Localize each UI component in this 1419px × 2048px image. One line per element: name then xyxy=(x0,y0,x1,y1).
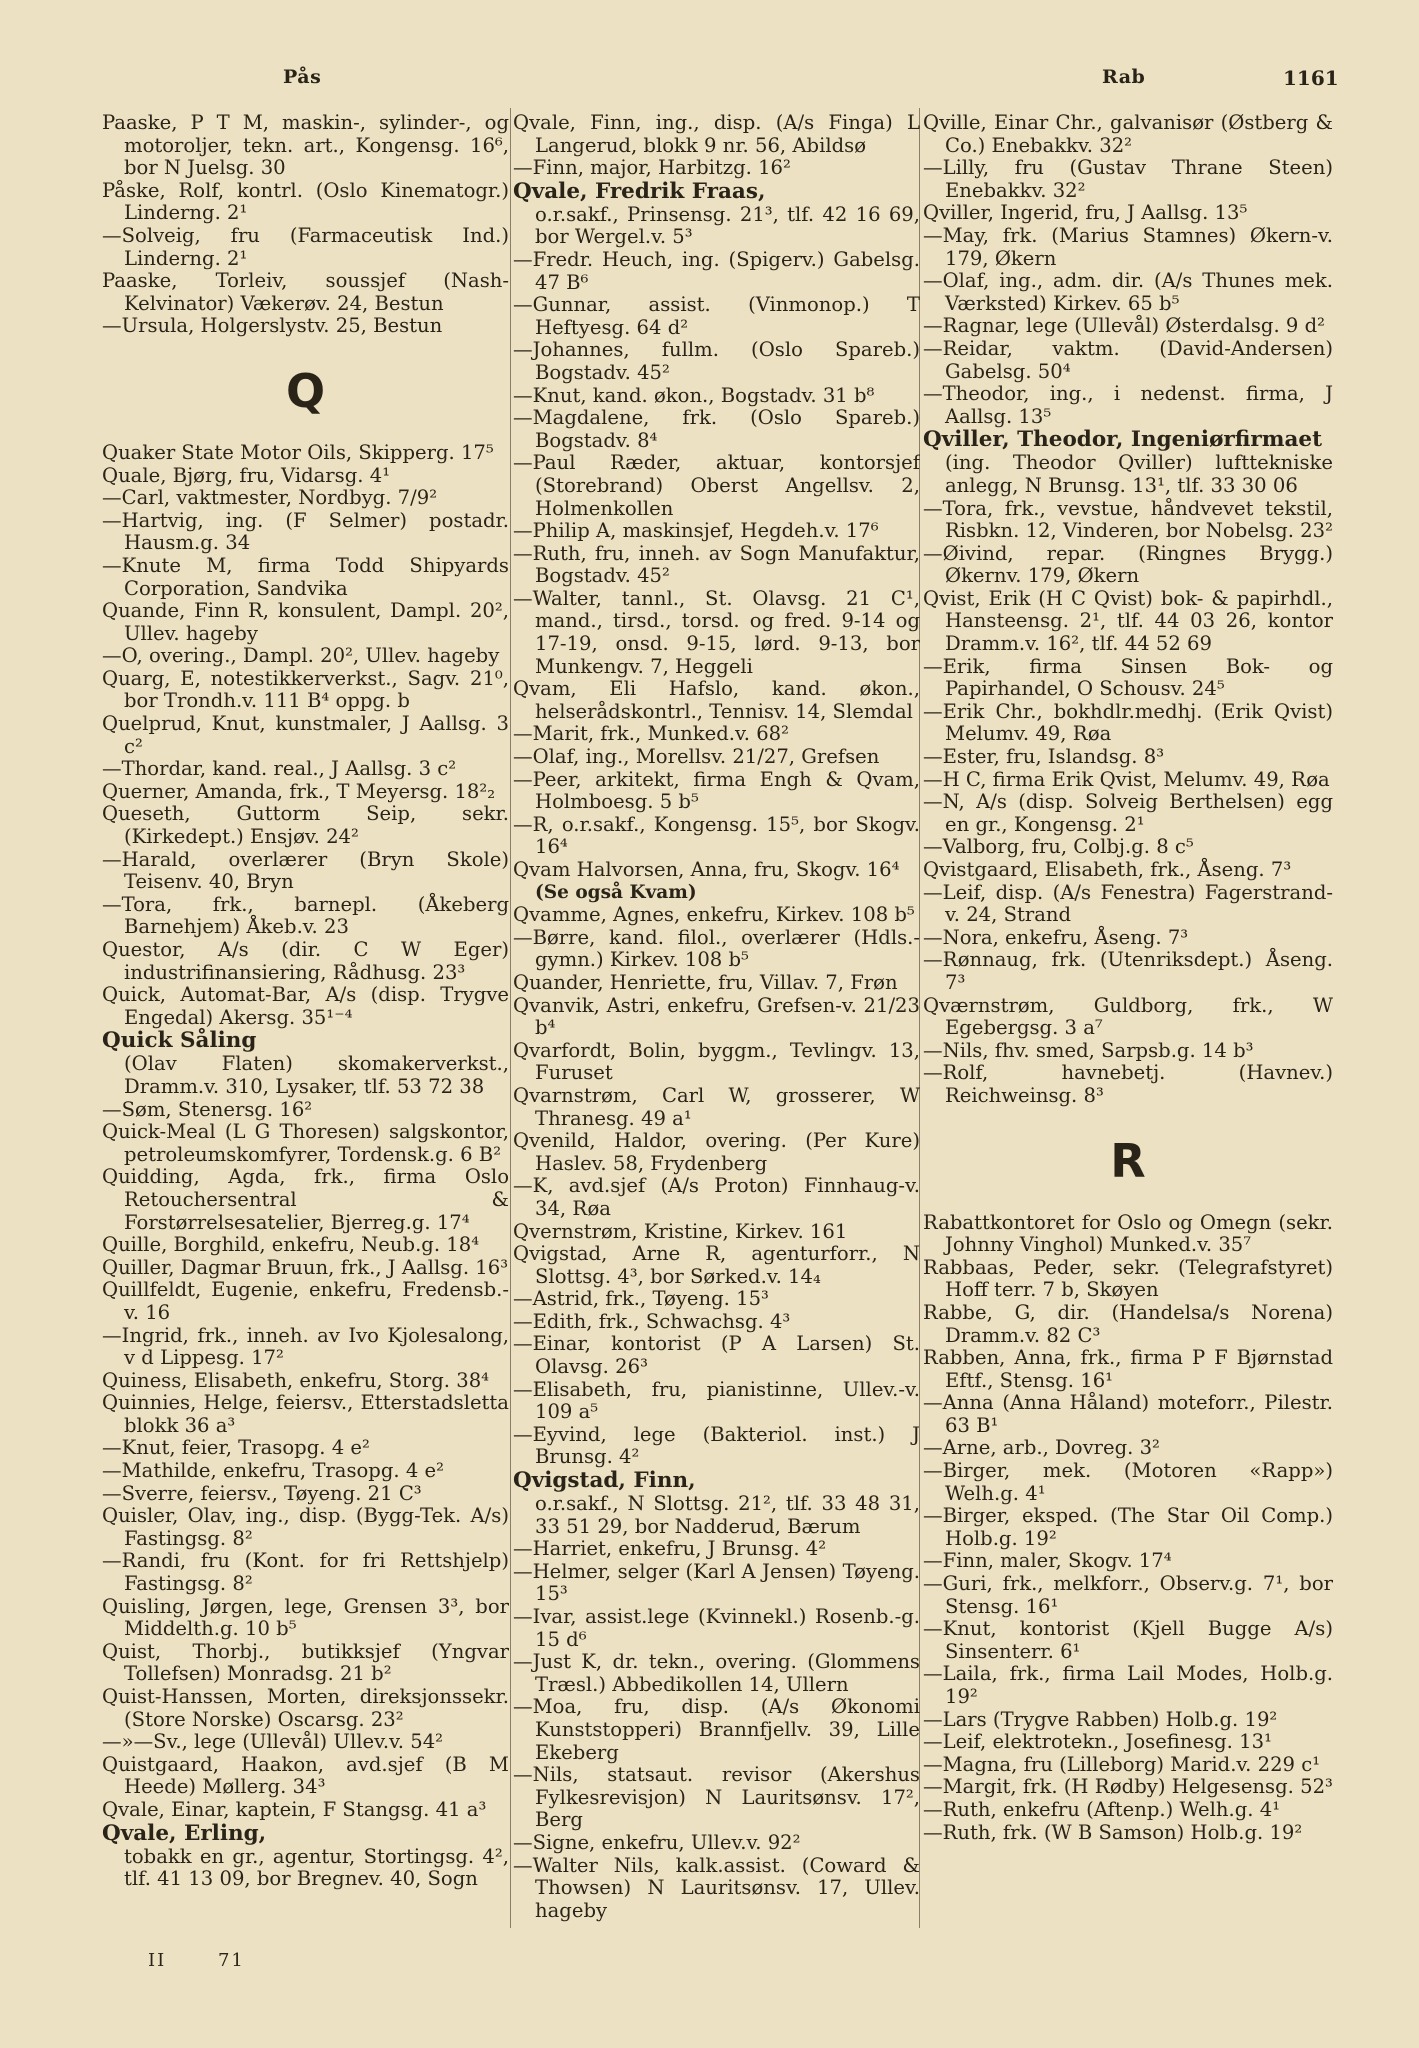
directory-entry: Quander, Henriette, fru, Villav. 7, Frøn xyxy=(513,970,898,994)
directory-entry: —Leif, elektrotekn., Josefinesg. 13¹ xyxy=(923,1730,1272,1754)
directory-entry: —Mathilde, enkefru, Trasopg. 4 e² xyxy=(102,1459,444,1483)
directory-entry: Rabben, Anna, frk., firma P F Bjørnstad Eftf., Stensg. 16¹ xyxy=(923,1346,1333,1392)
directory-entry: Quillfeldt, Eugenie, enkefru, Fredensb.-v. 16 xyxy=(102,1278,509,1324)
directory-entry: —Søm, Stenersg. 16² xyxy=(102,1097,313,1121)
directory-entry: —Ruth, fru, inneh. av Sogn Manufaktur, Bogstadv. 45² xyxy=(513,541,920,588)
directory-entry: Qviller, Ingerid, fru, J Aallsg. 13⁵ xyxy=(923,201,1248,225)
directory-entry: Quick-Meal (L G Thoresen) salgskontor, petroleumskomfyrer, Tordensk.g. 6 B² xyxy=(102,1120,509,1166)
directory-entry: —Knute M, firma Todd Shipyards Corporation, Sandvika xyxy=(102,553,509,600)
footer-signature: II xyxy=(148,1950,167,1971)
directory-entry: Qvigstad, Arne R, agenturforr., N Slottsg. 4³, bor Sørked.v. 14₄ xyxy=(513,1242,920,1288)
directory-entry: —Birger, eksped. (The Star Oil Comp.) Holb.g. 19² xyxy=(923,1504,1333,1550)
directory-entry: —N, A/s (disp. Solveig Berthelsen) egg en gr., Kongensg. 2¹ xyxy=(923,790,1333,836)
directory-entry: Quarg, E, notestikkerverkst., Sagv. 21⁰, bor Trondh.v. 111 B⁴ oppg. b xyxy=(102,666,509,713)
directory-entry: —Ragnar, lege (Ullevål) Østerdalsg. 9 d² xyxy=(923,314,1325,338)
directory-entry: Qvistgaard, Elisabeth, frk., Åseng. 7³ xyxy=(923,858,1292,881)
page-footer xyxy=(148,1950,289,1971)
directory-entry: Quale, Bjørg, fru, Vidarsg. 4¹ xyxy=(102,463,391,487)
directory-entry: —H C, firma Erik Qvist, Melumv. 49, Røa xyxy=(923,767,1330,791)
directory-entry: —Peer, arkitekt, firma Engh & Qvam, Holmboesg. 5 b⁵ xyxy=(513,767,920,814)
directory-entry: Qvamme, Agnes, enkefru, Kirkev. 108 b⁵ xyxy=(513,903,915,927)
directory-entry: —Erik Chr., bokhdlr.medhj. (Erik Qvist) Melumv. 49, Røa xyxy=(923,699,1333,746)
directory-entry-detail: o.r.sakf., Prinsensg. 21³, tlf. 42 16 69, bor Wergel.v. 5³ xyxy=(535,202,920,249)
directory-entry: —Birger, mek. (Motoren «Rapp») Welh.g. 4¹ xyxy=(923,1459,1333,1505)
directory-entry-detail: o.r.sakf., N Slottsg. 21², tlf. 33 48 31, 33 51 29, bor Nadderud, Bærum xyxy=(535,1492,920,1538)
directory-entry: —Hartvig, ing. (F Selmer) postadr. Hausm.g. 34 xyxy=(102,508,509,555)
footer-sheet: 71 xyxy=(217,1950,245,1971)
directory-entry: Qvarfordt, Bolin, byggm., Tevlingv. 13, Furuset xyxy=(513,1038,920,1085)
directory-entry: Quidding, Agda, frk., firma Oslo Retouchersentral & Forstørrelsesatelier, Bjerreg.g. 17⁴ xyxy=(102,1165,509,1234)
directory-entry: —Laila, frk., firma Lail Modes, Holb.g. 19² xyxy=(923,1662,1333,1708)
cross-reference: (Se også Kvam) xyxy=(535,881,697,903)
directory-entry: —Leif, disp. (A/s Fenestra) Fagerstrand-v. 24, Strand xyxy=(923,880,1333,927)
directory-entry: Quinnies, Helge, feiersv., Etterstadsletta blokk 36 a³ xyxy=(102,1391,509,1437)
section-letter: Q xyxy=(285,363,326,418)
directory-entry-heading: Qvale, Fredrik Fraas, xyxy=(513,178,766,204)
directory-entry: —R, o.r.sakf., Kongensg. 15⁵, bor Skogv. 16⁴ xyxy=(513,812,920,859)
directory-entry: —Ruth, frk. (W B Samson) Holb.g. 19² xyxy=(923,1820,1303,1844)
directory-entry: Qvale, Einar, kaptein, F Stangsg. 41 a³ xyxy=(102,1797,487,1821)
directory-entry: Qville, Einar Chr., galvanisør (Østberg & Co.) Enebakkv. 32² xyxy=(923,112,1333,157)
directory-entry: Paaske, P T M, maskin-, sylinder-, og motoroljer, tekn. art., Kongensg. 16⁶, bor N Juelsg. 30 xyxy=(102,112,509,180)
directory-entry: —Marit, frk., Munked.v. 68² xyxy=(513,722,790,746)
directory-entry: Querner, Amanda, frk., T Meyersg. 18²₂ xyxy=(102,779,496,803)
directory-entry: —Philip A, maskinsjef, Hegdeh.v. 17⁶ xyxy=(513,519,879,543)
directory-entry: —Eyvind, lege (Bakteriol. inst.) J Brunsg. 4² xyxy=(513,1422,920,1469)
directory-entry: —Rolf, havnebetj. (Havnev.) Reichweinsg. 8³ xyxy=(923,1061,1333,1107)
directory-entry: —Nils, statsaut. revisor (Akershus Fylkesrevisjon) N Lauritsønsv. 17², Berg xyxy=(513,1763,920,1832)
directory-entry: —Edith, frk., Schwachsg. 4³ xyxy=(513,1309,791,1333)
directory-entry: Quaker State Motor Oils, Skipperg. 17⁵ xyxy=(102,440,494,464)
directory-entry: —Harald, overlærer (Bryn Skole) Teisenv. 40, Bryn xyxy=(102,847,509,894)
directory-entry: —Knut, feier, Trasopg. 4 e² xyxy=(102,1436,370,1460)
directory-entry: —K, avd.sjef (A/s Proton) Finnhaug-v. 34, Røa xyxy=(513,1174,920,1220)
directory-entry: —Signe, enkefru, Ullev.v. 92² xyxy=(513,1830,801,1854)
column-1 xyxy=(102,112,509,1942)
directory-entry: —Erik, firma Sinsen Bok- og Papirhandel, O Schousv. 24⁵ xyxy=(923,654,1333,701)
directory-entry: —Harriet, enkefru, J Brunsg. 4² xyxy=(513,1537,827,1561)
directory-entry: —Magna, fru (Lilleborg) Marid.v. 229 c¹ xyxy=(923,1752,1321,1776)
directory-entry: Rabattkontoret for Oslo og Omegn (sekr. Johnny Vinghol) Munked.v. 35⁷ xyxy=(923,1210,1333,1257)
column-divider xyxy=(510,108,511,1928)
directory-entry: —Solveig, fru (Farmaceutisk Ind.) Linderng. 2¹ xyxy=(102,223,509,270)
directory-entry: Quiness, Elisabeth, enkefru, Storg. 38⁴ xyxy=(102,1368,490,1392)
directory-entry: —Walter Nils, kalk.assist. (Coward & Thowsen) N Lauritsønsv. 17, Ullev. hageby xyxy=(513,1853,920,1922)
directory-entry: Påske, Rolf, kontrl. (Oslo Kinematogr.) Linderng. 2¹ xyxy=(102,178,509,225)
directory-entry: —Margit, frk. (H Rødby) Helgesensg. 52³ xyxy=(923,1775,1333,1799)
directory-entry: —Knut, kontorist (Kjell Bugge A/s) Sinsenterr. 6¹ xyxy=(923,1617,1333,1663)
directory-entry: —»—Sv., lege (Ullevål) Ullev.v. 54² xyxy=(102,1730,444,1754)
directory-entry: Quille, Borghild, enkefru, Neub.g. 18⁴ xyxy=(102,1233,480,1257)
directory-entry: —O, overing., Dampl. 20², Ullev. hageby xyxy=(102,644,500,668)
directory-entry: —Gunnar, assist. (Vinmonop.) T Heftyesg. 64 d² xyxy=(513,293,920,339)
directory-entry: Quiller, Dagmar Bruun, frk., J Aallsg. 16³ xyxy=(102,1255,509,1279)
directory-entry-detail: (ing. Theodor Qviller) lufttekniske anlegg, N Brunsg. 13¹, tlf. 33 30 06 xyxy=(945,451,1333,497)
directory-entry: Paaske, Torleiv, soussjef (Nash-Kelvinator) Vækerøv. 24, Bestun xyxy=(102,269,509,315)
directory-entry: Qværnstrøm, Guldborg, frk., W Egebergsg. 3 a⁷ xyxy=(923,993,1333,1040)
directory-entry: Quick, Automat-Bar, A/s (disp. Trygve Engedal) Akersg. 35¹⁻⁴ xyxy=(102,983,509,1029)
directory-entry: —Guri, frk., melkforr., Observ.g. 7¹, bor Stensg. 16¹ xyxy=(923,1572,1333,1618)
directory-entry: —Nils, fhv. smed, Sarpsb.g. 14 b³ xyxy=(923,1038,1254,1062)
column-2 xyxy=(513,112,920,1942)
directory-entry: —Helmer, selger (Karl A Jensen) Tøyeng. 15³ xyxy=(513,1559,920,1606)
directory-entry: —Paul Ræder, aktuar, kontorsjef (Storebrand) Oberst Angellsv. 2, Holmenkollen xyxy=(513,451,920,520)
directory-entry: Qvist, Erik (H C Qvist) bok- & papirhdl., Hansteensg. 2¹, tlf. 44 03 26, kontor Dramm.v. 16², tlf. 44 52 69 xyxy=(923,586,1333,656)
directory-entry: —Anna (Anna Håland) moteforr., Pilestr. 63 B¹ xyxy=(923,1391,1333,1437)
directory-entry: Qvam, Eli Hafslo, kand. økon., helserådskontrl., Tennisv. 14, Slemdal xyxy=(513,677,920,723)
directory-entry: —Tora, frk., barnepl. (Åkeberg Barnehjem) Åkeb.v. 23 xyxy=(102,892,509,939)
directory-entry: —Finn, major, Harbitzg. 16² xyxy=(513,156,791,180)
column-3 xyxy=(923,112,1333,1942)
page-number: 1161 xyxy=(1283,66,1339,90)
directory-entry: —Arne, arb., Dovreg. 3² xyxy=(923,1436,1160,1460)
directory-entry: —Johannes, fullm. (Oslo Spareb.) Bogstadv. 45² xyxy=(513,338,920,384)
directory-entry: Questor, A/s (dir. C W Eger) industrifinansiering, Rådhusg. 23³ xyxy=(102,938,509,984)
directory-entry: —Olaf, ing., Morellsv. 21/27, Grefsen xyxy=(513,745,880,769)
directory-entry: —Astrid, frk., Tøyeng. 15³ xyxy=(513,1287,769,1311)
directory-entry: Quelprud, Knut, kunstmaler, J Aallsg. 3 c² xyxy=(102,712,509,758)
directory-entry: Rabbaas, Peder, sekr. (Telegrafstyret) Hoff terr. 7 b, Skøyen xyxy=(923,1255,1333,1302)
directory-entry: —Valborg, fru, Colbj.g. 8 c⁵ xyxy=(923,835,1194,859)
directory-entry: —Børre, kand. filol., overlærer (Hdls.-gymn.) Kirkev. 108 b⁵ xyxy=(513,925,920,972)
directory-entry: Rabbe, G, dir. (Handelsa/s Norena) Dramm.v. 82 C³ xyxy=(923,1300,1333,1347)
directory-entry: —Thordar, kand. real., J Aallsg. 3 c² xyxy=(102,757,457,781)
directory-entry: —Lars (Trygve Rabben) Holb.g. 19² xyxy=(923,1707,1278,1731)
directory-entry: Quisler, Olav, ing., disp. (Bygg-Tek. A/s) Fastingsg. 8² xyxy=(102,1504,509,1550)
directory-entry: —Theodor, ing., i nedenst. firma, J Aallsg. 13⁵ xyxy=(923,382,1333,428)
running-head-right: Rab xyxy=(1102,66,1146,88)
directory-entry: —Einar, kontorist (P A Larsen) St. Olavsg. 26³ xyxy=(513,1332,920,1379)
directory-entry: —Knut, kand. økon., Bogstadv. 31 b⁸ xyxy=(513,383,875,407)
running-head-left: Pås xyxy=(283,66,322,88)
directory-entry-detail: tobakk en gr., agentur, Stortingsg. 4², tlf. 41 13 09, bor Bregnev. 40, Sogn xyxy=(124,1844,509,1891)
directory-entry: —Finn, maler, Skogv. 17⁴ xyxy=(923,1549,1172,1573)
directory-entry: —Just K, dr. tekn., overing. (Glommens Træsl.) Abbedikollen 14, Ullern xyxy=(513,1650,920,1696)
directory-entry: —Lilly, fru (Gustav Thrane Steen) Enebakkv. 32² xyxy=(923,156,1333,202)
directory-entry: —Sverre, feiersv., Tøyeng. 21 C³ xyxy=(102,1481,422,1505)
directory-entry: —Øivind, repar. (Ringnes Brygg.) Økernv. 179, Økern xyxy=(923,541,1333,588)
directory-entry: —Nora, enkefru, Åseng. 7³ xyxy=(923,925,1189,949)
directory-entry: Qvarnstrøm, Carl W, grosserer, W Thranesg. 49 a¹ xyxy=(513,1083,920,1130)
directory-entry: Qvale, Finn, ing., disp. (A/s Finga) L Langerud, blokk 9 nr. 56, Abildsø xyxy=(513,112,920,157)
directory-entry: —Rønnaug, frk. (Utenriksdept.) Åseng. 7³ xyxy=(923,948,1333,994)
section-letter: R xyxy=(1110,1133,1146,1188)
directory-entry-detail: (Olav Flaten) skomakerverkst., Dramm.v. 310, Lysaker, tlf. 53 72 38 xyxy=(124,1052,509,1098)
directory-entry-heading: Qvigstad, Finn, xyxy=(513,1468,696,1494)
directory-entry: —Olaf, ing., adm. dir. (A/s Thunes mek. Værksted) Kirkev. 65 b⁵ xyxy=(923,269,1333,315)
directory-entry: —Magdalene, frk. (Oslo Spareb.) Bogstadv. 8⁴ xyxy=(513,406,920,452)
directory-entry-heading: Qviller, Theodor, Ingeniørfirmaet xyxy=(923,427,1323,453)
directory-entry: —May, frk. (Marius Stamnes) Økern-v. 179, Økern xyxy=(923,223,1333,270)
directory-entry: —Fredr. Heuch, ing. (Spigerv.) Gabelsg. 47 B⁶ xyxy=(513,247,920,294)
directory-entry: —Ester, fru, Islandsg. 8³ xyxy=(923,745,1165,769)
directory-entry: —Moa, fru, disp. (A/s Økonomi Kunststopperi) Brannfjellv. 39, Lille Ekeberg xyxy=(513,1695,920,1764)
directory-entry: —Elisabeth, fru, pianistinne, Ullev.-v. 109 a⁵ xyxy=(513,1377,920,1424)
directory-entry: —Ursula, Holgerslystv. 25, Bestun xyxy=(102,314,443,338)
directory-entry: Queseth, Guttorm Seip, sekr. (Kirkedept.) Ensjøv. 24² xyxy=(102,802,509,849)
directory-entry: Qvenild, Haldor, overing. (Per Kure) Haslev. 58, Frydenberg xyxy=(513,1129,920,1175)
directory-entry: —Tora, frk., vevstue, håndvevet tekstil, Risbkn. 12, Vinderen, bor Nobelsg. 23² xyxy=(923,496,1333,543)
directory-entry-heading: Quick Såling xyxy=(102,1028,257,1054)
directory-entry: Qvanvik, Astri, enkefru, Grefsen-v. 21/23 b⁴ xyxy=(513,993,920,1040)
directory-entry: Quisling, Jørgen, lege, Grensen 3³, bor Middelth.g. 10 b⁵ xyxy=(102,1594,509,1641)
directory-entry: Quande, Finn R, konsulent, Dampl. 20², Ullev. hageby xyxy=(102,599,509,645)
directory-entry: Qvernstrøm, Kristine, Kirkev. 161 xyxy=(513,1219,848,1243)
directory-entry: Qvam Halvorsen, Anna, fru, Skogv. 16⁴ xyxy=(513,858,900,881)
directory-entry: —Reidar, vaktm. (David-Andersen) Gabelsg. 50⁴ xyxy=(923,336,1333,383)
directory-entry: Quist-Hanssen, Morten, direksjonssekr. (Store Norske) Oscarsg. 23² xyxy=(102,1685,509,1731)
directory-entry-heading: Qvale, Erling, xyxy=(102,1820,267,1846)
directory-entry: —Randi, fru (Kont. for fri Rettshjelp) Fastingsg. 8² xyxy=(102,1549,509,1596)
directory-entry: Quistgaard, Haakon, avd.sjef (B M Heede) Møllerg. 34³ xyxy=(102,1752,509,1799)
directory-entry: —Walter, tannl., St. Olavsg. 21 C¹, mand., tirsd., torsd. og fred. 9-14 og 17-19, onsd. 9-15, lørd. 9-13, bor Munkengv. 7, Heggeli xyxy=(513,586,920,678)
directory-entry: —Ivar, assist.lege (Kvinnekl.) Rosenb.-g. 15 d⁶ xyxy=(513,1605,920,1651)
directory-entry: —Ingrid, frk., inneh. av Ivo Kjolesalong, v d Lippesg. 17² xyxy=(102,1323,509,1370)
directory-entry: Quist, Thorbj., butikksjef (Yngvar Tollefsen) Monradsg. 21 b² xyxy=(102,1639,509,1686)
directory-entry: —Ruth, enkefru (Aftenp.) Welh.g. 4¹ xyxy=(923,1797,1281,1821)
directory-entry: —Carl, vaktmester, Nordbyg. 7/9² xyxy=(102,486,438,510)
